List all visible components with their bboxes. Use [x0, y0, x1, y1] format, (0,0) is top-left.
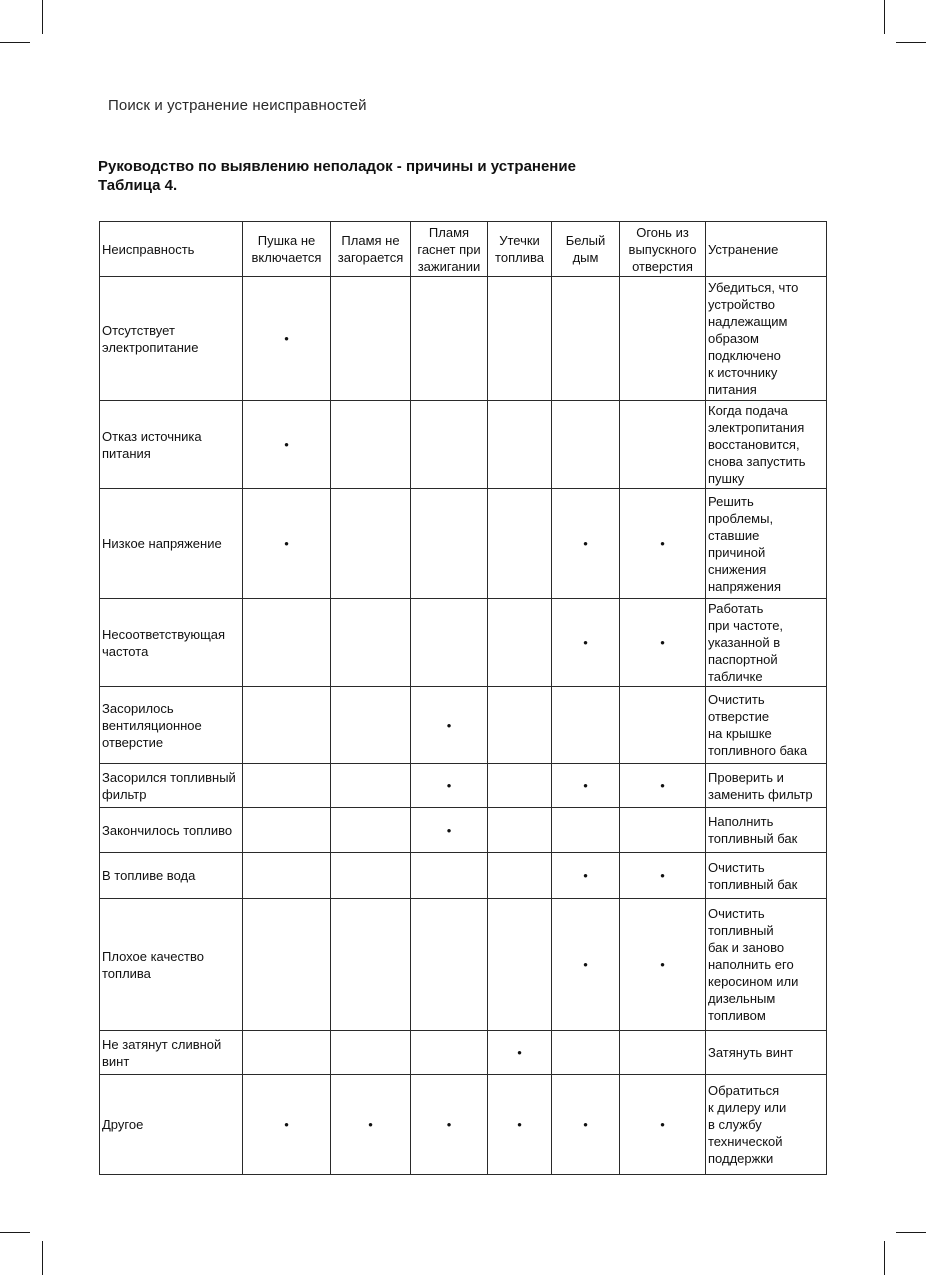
symptom-cell: [243, 489, 331, 599]
symptom-cell: [488, 687, 552, 764]
bullet-mark: •: [284, 331, 289, 346]
symptom-cell: [331, 489, 411, 599]
troubleshooting-table: [99, 221, 827, 1175]
crop-mark: [896, 42, 926, 43]
bullet-mark: •: [446, 1117, 452, 1132]
remedy-cell: Обратиться к дилеру или в службу технической поддержки: [706, 1075, 827, 1175]
symptom-cell: [243, 687, 331, 764]
bullet-mark: •: [660, 635, 665, 650]
remedy-cell: Наполнить топливный бак: [706, 808, 827, 853]
remedy-cell: Затянуть винт: [706, 1031, 827, 1075]
remedy-cell: Когда подача электропитания восстановится, снова запустить пушку: [706, 401, 827, 489]
table-row: [100, 599, 827, 687]
crop-mark: [42, 0, 43, 34]
symptom-cell: [411, 899, 488, 1031]
symptom-cell: [488, 599, 552, 687]
symptom-cell: [552, 489, 620, 599]
bullet-mark: •: [583, 536, 588, 551]
bullet-mark: •: [660, 1117, 665, 1132]
remedy-cell: Проверить и заменить фильтр: [706, 764, 827, 808]
table-row: [100, 401, 827, 489]
symptom-cell: [243, 764, 331, 808]
col-header-flame-out: Пламя гаснет при зажигании: [411, 222, 488, 277]
symptom-cell: [243, 401, 331, 489]
bullet-mark: •: [660, 536, 665, 551]
symptom-cell: [243, 1075, 331, 1175]
symptom-cell: [488, 764, 552, 808]
fault-cell: Отсутствует электропитание: [100, 277, 243, 401]
crop-mark: [884, 0, 885, 34]
symptom-cell: [331, 899, 411, 1031]
bullet-mark: •: [583, 635, 588, 650]
table-row: [100, 489, 827, 599]
remedy-cell: Убедиться, что устройство надлежащим образом подключено к источнику питания: [706, 277, 827, 401]
symptom-cell: [411, 401, 488, 489]
col-header-exhaust-fire: Огонь из выпускного отверстия: [620, 222, 706, 277]
symptom-cell: [620, 899, 706, 1031]
bullet-mark: •: [284, 1117, 289, 1132]
symptom-cell: [552, 764, 620, 808]
symptom-cell: [620, 489, 706, 599]
symptom-cell: [488, 853, 552, 899]
crop-mark: [0, 42, 30, 43]
table-row: [100, 687, 827, 764]
fault-cell: Плохое качество топлива: [100, 899, 243, 1031]
table-row: [100, 899, 827, 1031]
table-row: [100, 764, 827, 808]
symptom-cell: [620, 1031, 706, 1075]
symptom-cell: [620, 1075, 706, 1175]
table-row: [100, 1031, 827, 1075]
fault-cell: В топливе вода: [100, 853, 243, 899]
symptom-cell: [331, 277, 411, 401]
symptom-cell: [488, 277, 552, 401]
bullet-mark: •: [583, 868, 588, 883]
remedy-cell: Очистить топливный бак и заново наполнить его керосином или дизельным топливом: [706, 899, 827, 1031]
symptom-cell: [331, 1075, 411, 1175]
crop-mark: [42, 1241, 43, 1275]
doc-title-line: Руководство по выявлению неполадок - причины и устранение: [98, 158, 576, 175]
col-header-gun-off: Пушка не включается: [243, 222, 331, 277]
symptom-cell: [620, 853, 706, 899]
remedy-cell: Решить проблемы, ставшие причиной снижения напряжения: [706, 489, 827, 599]
symptom-cell: [488, 899, 552, 1031]
col-header-no-flame: Пламя не загорается: [331, 222, 411, 277]
symptom-cell: [331, 853, 411, 899]
bullet-mark: •: [660, 957, 665, 972]
bullet-mark: •: [660, 778, 665, 793]
symptom-cell: [620, 599, 706, 687]
symptom-cell: [552, 808, 620, 853]
symptom-cell: [243, 853, 331, 899]
table-header-row: [100, 222, 827, 277]
bullet-mark: •: [583, 957, 588, 972]
bullet-mark: •: [660, 868, 665, 883]
symptom-cell: [488, 1031, 552, 1075]
symptom-cell: [411, 489, 488, 599]
symptom-cell: [411, 808, 488, 853]
fault-cell: Низкое напряжение: [100, 489, 243, 599]
fault-cell: Другое: [100, 1075, 243, 1175]
symptom-cell: [411, 687, 488, 764]
symptom-cell: [552, 277, 620, 401]
symptom-cell: [331, 1031, 411, 1075]
remedy-cell: Работать при частоте, указанной в паспортной табличке: [706, 599, 827, 687]
bullet-mark: •: [517, 1117, 522, 1132]
table-caption: Таблица 4.: [98, 177, 178, 194]
symptom-cell: [243, 808, 331, 853]
symptom-cell: [488, 401, 552, 489]
col-header-fault: Неисправность: [100, 222, 243, 277]
bullet-mark: •: [583, 778, 588, 793]
bullet-mark: •: [446, 778, 452, 793]
bullet-mark: •: [284, 437, 289, 452]
symptom-cell: [552, 687, 620, 764]
fault-cell: Закончилось топливо: [100, 808, 243, 853]
symptom-cell: [620, 401, 706, 489]
symptom-cell: [552, 401, 620, 489]
remedy-cell: Очистить отверстие на крышке топливного бака: [706, 687, 827, 764]
symptom-cell: [411, 853, 488, 899]
bullet-mark: •: [583, 1117, 588, 1132]
fault-cell: Засорилось вентиляционное отверстие: [100, 687, 243, 764]
crop-mark: [884, 1241, 885, 1275]
symptom-cell: [620, 764, 706, 808]
symptom-cell: [243, 899, 331, 1031]
symptom-cell: [552, 599, 620, 687]
bullet-mark: •: [446, 822, 452, 838]
symptom-cell: [488, 489, 552, 599]
table-row: [100, 1075, 827, 1175]
col-header-fuel-leak: Утечки топлива: [488, 222, 552, 277]
bullet-mark: •: [368, 1117, 373, 1132]
symptom-cell: [552, 899, 620, 1031]
fault-cell: Несоответствующая частота: [100, 599, 243, 687]
symptom-cell: [552, 1031, 620, 1075]
col-header-white-smoke: Белый дым: [552, 222, 620, 277]
symptom-cell: [552, 1075, 620, 1175]
symptom-cell: [620, 277, 706, 401]
remedy-cell: Очистить топливный бак: [706, 853, 827, 899]
crop-mark: [0, 1232, 30, 1233]
fault-cell: Засорился топливный фильтр: [100, 764, 243, 808]
symptom-cell: [331, 764, 411, 808]
symptom-cell: [411, 599, 488, 687]
symptom-cell: [331, 808, 411, 853]
bullet-mark: •: [446, 717, 452, 733]
symptom-cell: [243, 277, 331, 401]
symptom-cell: [488, 808, 552, 853]
table-row: [100, 853, 827, 899]
symptom-cell: [488, 1075, 552, 1175]
table-row: [100, 277, 827, 401]
symptom-cell: [411, 1075, 488, 1175]
symptom-cell: [552, 853, 620, 899]
table-row: [100, 808, 827, 853]
col-header-remedy: Устранение: [706, 222, 827, 277]
symptom-cell: [243, 1031, 331, 1075]
symptom-cell: [331, 687, 411, 764]
symptom-cell: [620, 808, 706, 853]
symptom-cell: [411, 764, 488, 808]
section-header: Поиск и устранение неисправностей: [108, 97, 367, 114]
symptom-cell: [620, 687, 706, 764]
symptom-cell: [243, 599, 331, 687]
bullet-mark: •: [517, 1045, 522, 1060]
symptom-cell: [331, 599, 411, 687]
symptom-cell: [331, 401, 411, 489]
crop-mark: [896, 1232, 926, 1233]
bullet-mark: •: [284, 536, 289, 551]
doc-title: [98, 157, 576, 195]
fault-cell: Отказ источника питания: [100, 401, 243, 489]
symptom-cell: [411, 277, 488, 401]
symptom-cell: [411, 1031, 488, 1075]
fault-cell: Не затянут сливной винт: [100, 1031, 243, 1075]
